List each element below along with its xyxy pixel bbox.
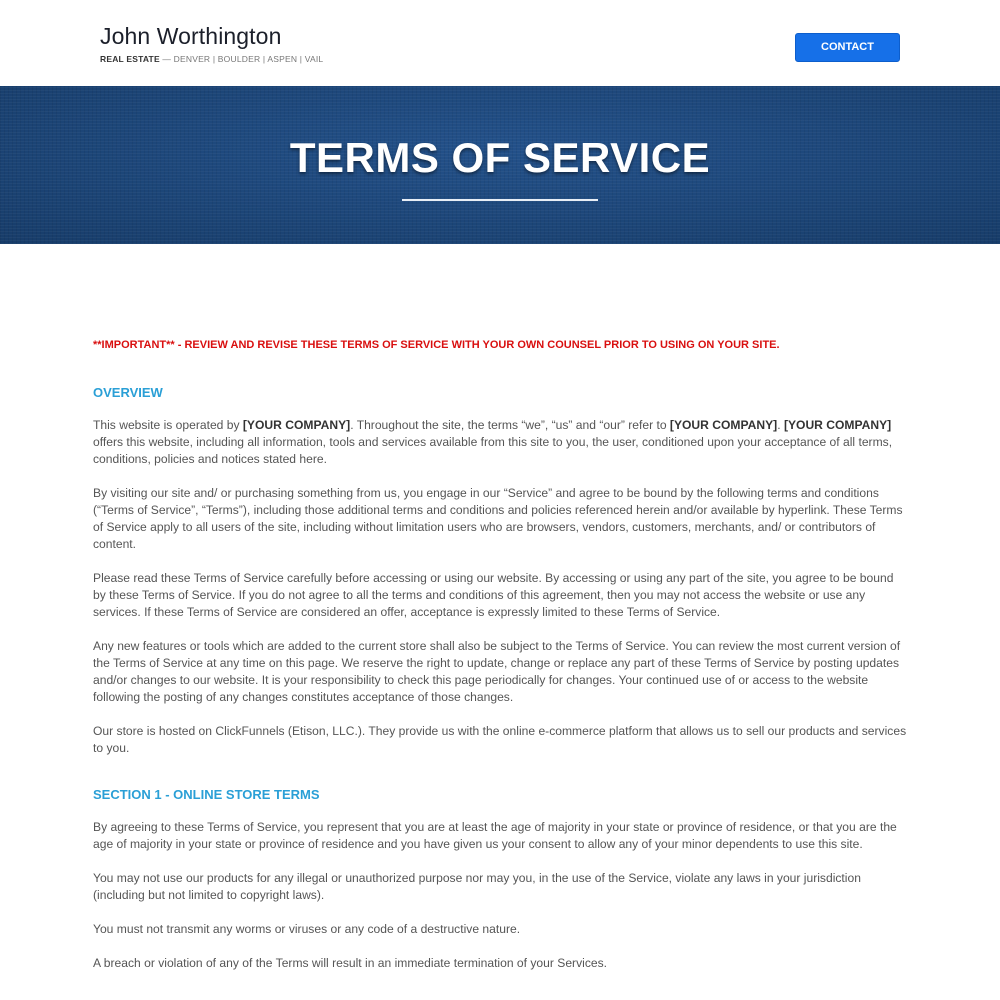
brand-name: John Worthington [100, 23, 282, 49]
important-notice: **IMPORTANT** - REVIEW AND REVISE THESE TERMS OF SERVICE WITH YOUR OWN COUNSEL PRIOR TO USING ON YOUR SITE. [93, 339, 780, 351]
brand-logo[interactable] [100, 22, 323, 65]
overview-paragraph-3: Please read these Terms of Service carefully before accessing or using our website. By accessing or using any part of the site, you agree to be bound by these Terms of Service. If you do not agree to all the terms and conditions of this agreement, then you may not access the website or use any services. If these Terms of Service are considered an offer, acceptance is expressly limited to these Terms of Service. [93, 571, 894, 619]
text-run: . [777, 418, 784, 432]
overview-paragraph-4: Any new features or tools which are added to the current store shall also be subject to the Terms of Service. You can review the most current version of the Terms of Service at any time on this page. We reserve the right to update, change or replace any part of these Terms of Service by posting updates and/or changes to our website. It is your responsibility to check this page periodically for changes. Your continued use of or access to the website following the posting of any changes constitutes acceptance of those changes. [93, 639, 901, 704]
section-1-paragraph-4: A breach or violation of any of the Terms will result in an immediate termination of your Services. [93, 956, 607, 970]
company-placeholder: [YOUR COMPANY] [669, 418, 778, 432]
company-placeholder: [YOUR COMPANY] [783, 418, 892, 432]
section-1-paragraph-3: You must not transmit any worms or viruses or any code of a destructive nature. [93, 922, 521, 936]
brand-tag-bold: REAL ESTATE [100, 54, 160, 64]
hero-banner [0, 86, 1000, 244]
overview-heading: OVERVIEW [93, 385, 163, 400]
overview-paragraph-1 [93, 417, 908, 468]
overview-paragraph-2: By visiting our site and/ or purchasing something from us, you engage in our “Service” and agree to be bound by the following terms and conditions (“Terms of Service”, “Terms”), including those additional terms and conditions and policies referenced herein and/or available by hyperlink. These Terms of Service apply to all users of the site, including without limitation users who are browsers, vendors, customers, merchants, and/ or contributors of content. [93, 486, 903, 551]
overview-paragraph-5: Our store is hosted on ClickFunnels (Etison, LLC.). They provide us with the online e-commerce platform that allows us to sell our products and services to you. [93, 724, 907, 755]
text-run: . Throughout the site, the terms “we”, “us” and “our” refer to [350, 418, 670, 432]
company-placeholder: [YOUR COMPANY] [242, 418, 351, 432]
terms-content [93, 338, 908, 972]
text-run: offers this website, including all information, tools and services available from this site to you, the user, conditioned upon your acceptance of all terms, conditions, policies and notices stated here. [93, 435, 893, 466]
section-1-paragraph-2: You may not use our products for any illegal or unauthorized purpose nor may you, in the use of the Service, violate any laws in your jurisdiction (including but not limited to copyright laws). [93, 871, 861, 902]
brand-tag-locations: — DENVER | BOULDER | ASPEN | VAIL [159, 54, 324, 64]
text-run: This website is operated by [93, 418, 243, 432]
site-header [0, 0, 1000, 86]
section-1-heading: SECTION 1 - ONLINE STORE TERMS [93, 787, 320, 802]
page-title: TERMS OF SERVICE [289, 134, 711, 181]
brand-tagline [100, 53, 323, 65]
section-1-paragraph-1: By agreeing to these Terms of Service, you represent that you are at least the age of majority in your state or province of residence, or that you are the age of majority in your state or province of residence and you have given us your consent to allow any of your minor dependents to use this site. [93, 820, 897, 851]
contact-button[interactable]: CONTACT [795, 33, 900, 62]
title-divider [402, 199, 598, 201]
